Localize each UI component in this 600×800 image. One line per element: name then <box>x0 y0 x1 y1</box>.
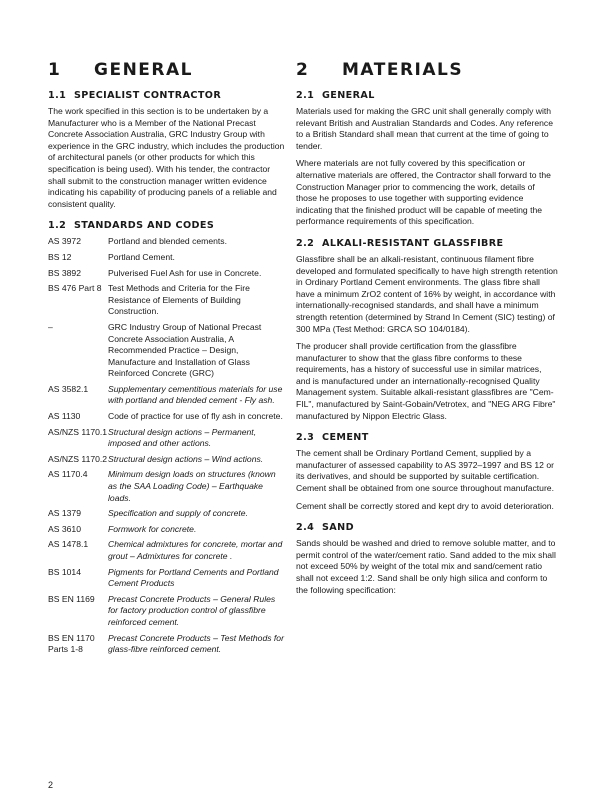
standard-row <box>48 268 286 280</box>
standard-description: Supplementary cementitious materials for use with portland and blended cement - Fly ash. <box>108 383 283 406</box>
standard-row <box>48 384 286 407</box>
specialist-contractor-text: The work specified in this section is to be undertaken by a Manufacturer who is a Member of the National Precast Concrete Association Australia, GRC Industry Group with experience in the GRC industry, which includes the production of architectural panels (or other products for which this specification is being used). With his tender, the contractor shall submit to the construction manager written evidence indicating his capability of producing panels of a reliable and consistent quality. <box>48 106 285 209</box>
standard-code: AS/NZS 1170.2 <box>48 453 108 464</box>
standard-code: AS 3610 <box>48 523 81 534</box>
subheading-number: 2.4 <box>296 522 315 534</box>
cement-paragraph: Cement shall be correctly stored and kept dry to avoid deterioration. <box>296 500 554 511</box>
standard-code: AS 3582.1 <box>48 383 89 394</box>
standard-row <box>48 454 286 466</box>
cement-paragraph: The cement shall be Ordinary Portland Cement, supplied by a manufacturer of assessed capability to AS 3972–1997 and BS 12 or its derivatives, and should be supported by suitable certification. Cement shall be obtained from one source throughout manufacture. <box>296 448 554 494</box>
standard-row <box>48 469 286 504</box>
general-paragraph: Materials used for making the GRC unit shall generally comply with relevant British and Australian Standards and Codes. Any reference to a British Standard shall mean that current at the time of going to tender. <box>296 106 554 151</box>
subheading-number: 1.2 <box>48 220 67 232</box>
standard-description: Portland and blended cements. <box>108 236 227 247</box>
standard-description: Structural design actions – Wind actions. <box>108 453 264 464</box>
standard-row <box>48 524 286 536</box>
standard-code: BS 12 <box>48 251 72 262</box>
subheading-title: SAND <box>322 522 354 534</box>
standard-description: GRC Industry Group of National Precast Concrete Association Australia, A Recommended Practice – Design, Manufacture and Installation of Glass Reinforced Concrete (GRC) <box>108 321 262 379</box>
glassfibre-paragraph: The producer shall provide certification from the glassfibre manufacturer to show that the glass fibre conforms to these requirements, has a history of successful use in similar matrices, and is manufactured under an internationally-recognised Quality Management system. Suitable alkali-resistant glassfibres are "Cem-FIL", manufactured by Saint-Gobain/Vetrotex, and "NEG ARG Fibre" manufactured by Nippon Electric Glass. <box>296 341 556 421</box>
section-heading-materials <box>296 60 558 80</box>
heading-number: 2 <box>296 60 310 80</box>
subheading-title: GENERAL <box>322 90 375 101</box>
sand-paragraph: Sands should be washed and dried to remove soluble matter, and to permit control of the water/cement ratio. Sand added to the mix shall not exceed 50% by weight of the total mix and sand/cement ratio shall not exceed 1:2. Sand shall be only high silica and conform to the following specification: <box>296 538 556 595</box>
right-column <box>296 60 558 602</box>
left-column <box>48 60 286 660</box>
standard-row <box>48 633 286 656</box>
standard-description: Precast Concrete Products – General Rules for factory production control of glassfibre reinforced cement. <box>108 593 276 627</box>
standard-code: AS 3972 <box>48 236 81 247</box>
standard-row <box>48 322 286 380</box>
standard-description: Pulverised Fuel Ash for use in Concrete. <box>108 267 262 278</box>
subheading-number: 2.2 <box>296 237 315 249</box>
heading-title: MATERIALS <box>342 60 464 80</box>
standard-description: Structural design actions – Permanent, imposed and other actions. <box>108 426 257 449</box>
heading-number: 1 <box>48 60 62 80</box>
subheading-title: ALKALI-RESISTANT GLASSFIBRE <box>322 237 504 249</box>
standard-row <box>48 508 286 520</box>
subheading-general <box>296 90 558 101</box>
standard-description: Code of practice for use of fly ash in concrete. <box>108 411 283 422</box>
standard-description: Precast Concrete Products – Test Methods for glass-fibre reinforced cement. <box>108 632 284 655</box>
glassfibre-paragraph: Glassfibre shall be an alkali-resistant, continuous filament fibre developed and formulated specifically to have high strength retention in Ordinary Portland Cement environments. The glass fibre shall have a minimum ZrO2 content of 16% by weight, in accordance with internationally-recognised standards, and shall have a minimum strength retention (determined by Strand In Cement (SIC) testing) of 300 MPa (Test Method: GRCA SO 104/0184). <box>296 253 558 334</box>
standard-code: AS 1170.4 <box>48 469 88 480</box>
standard-row <box>48 567 286 590</box>
subheading-glassfibre <box>296 238 558 249</box>
subheading-sand <box>296 522 558 533</box>
subheading-number: 2.3 <box>296 432 315 444</box>
standard-row <box>48 539 286 562</box>
standard-code: AS 1478.1 <box>48 539 89 550</box>
standard-description: Specification and supply of concrete. <box>108 508 248 519</box>
standard-row <box>48 252 286 264</box>
standard-row <box>48 283 286 318</box>
heading-title: GENERAL <box>94 60 193 80</box>
general-paragraph: Where materials are not fully covered by this specification or alternative materials are offered, the Contractor shall forward to the Construction Manager prior to commencing the work, details of those he proposes to use together with supporting evidence indicating that the finished product will be capable of meeting the performance requirements of this specification. <box>296 158 551 227</box>
standard-code: BS 1014 <box>48 566 81 577</box>
subheading-standards-codes <box>48 220 286 231</box>
standard-code: – <box>48 321 53 332</box>
subheading-number: 1.1 <box>48 90 67 101</box>
standard-description: Test Methods and Criteria for the Fire Resistance of Elements of Building Construction. <box>108 283 250 317</box>
subheading-number: 2.1 <box>296 90 315 101</box>
standard-code: BS EN 1169 <box>48 593 95 604</box>
section-heading-general <box>48 60 286 80</box>
subheading-title: CEMENT <box>322 432 369 444</box>
subheading-cement <box>296 432 558 443</box>
standard-row <box>48 594 286 629</box>
subheading-specialist-contractor <box>48 90 286 101</box>
standard-code: AS/NZS 1170.1 <box>48 426 108 437</box>
standard-description: Formwork for concrete. <box>108 523 197 534</box>
standard-row <box>48 427 286 450</box>
standard-code: AS 1379 <box>48 508 81 519</box>
standard-row <box>48 411 286 423</box>
page-number: 2 <box>48 780 54 790</box>
subheading-title: STANDARDS AND CODES <box>74 220 215 232</box>
standard-row <box>48 236 286 248</box>
standard-code: BS 476 Part 8 <box>48 283 102 294</box>
standard-code: BS 3892 <box>48 267 81 278</box>
standard-description: Pigments for Portland Cements and Portland Cement Products <box>108 566 279 589</box>
standard-description: Chemical admixtures for concrete, mortar and grout – Admixtures for concrete . <box>108 539 283 561</box>
standard-code: AS 1130 <box>48 411 81 422</box>
standard-description: Portland Cement. <box>108 251 175 262</box>
standard-description: Minimum design loads on structures (known as the SAA Loading Code) – Earthquake loads. <box>108 469 276 503</box>
standard-code: BS EN 1170 Parts 1-8 <box>48 632 95 655</box>
standards-list <box>48 236 286 655</box>
subheading-title: SPECIALIST CONTRACTOR <box>74 90 222 101</box>
